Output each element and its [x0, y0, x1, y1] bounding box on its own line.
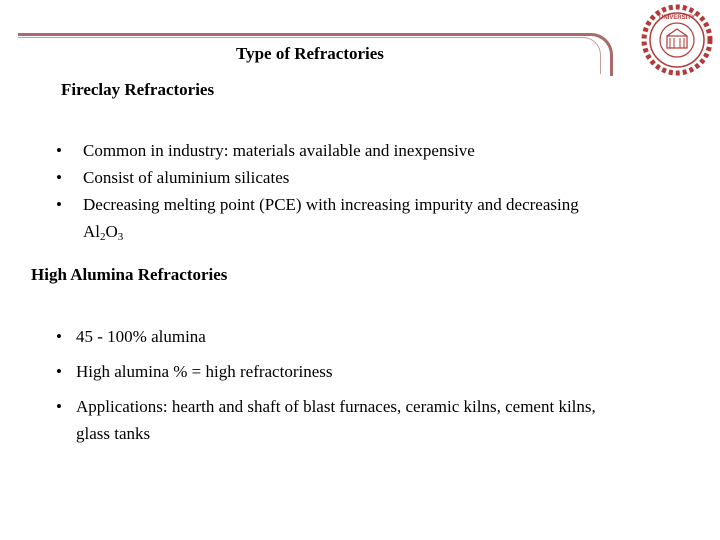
bullet-glyph: •	[56, 168, 62, 187]
list-item-text: Consist of aluminium silicates	[83, 168, 290, 187]
formula-subscript: 3	[117, 231, 124, 243]
list-item	[56, 164, 616, 191]
bullet-glyph: •	[56, 327, 62, 346]
high-alumina-heading: High Alumina Refractories	[31, 265, 228, 284]
list-item	[56, 137, 616, 164]
list-item	[56, 393, 616, 447]
bullet-glyph: •	[56, 195, 62, 214]
list-item-text: Decreasing melting point (PCE) with increasing impurity and decreasing Al	[83, 195, 579, 241]
bullet-glyph: •	[56, 362, 62, 381]
list-item	[56, 358, 616, 385]
slide-title: Type of Refractories	[236, 44, 384, 63]
fireclay-heading: Fireclay Refractories	[61, 80, 215, 99]
formula-subscript: 2	[100, 231, 106, 243]
list-item-text: High alumina % = high refractoriness	[76, 362, 333, 381]
list-item-text: Applications: hearth and shaft of blast furnaces, ceramic kilns, cement kilns, glass tanks	[76, 397, 596, 443]
formula-oxygen: O	[105, 222, 118, 241]
list-item	[56, 323, 616, 350]
bullet-glyph: •	[56, 397, 62, 416]
list-item-text: 45 - 100% alumina	[76, 327, 206, 346]
list-item-text: Common in industry: materials available and inexpensive	[83, 141, 475, 160]
fireclay-list	[56, 137, 616, 251]
high-alumina-list	[56, 323, 616, 455]
bullet-glyph: •	[56, 141, 62, 160]
university-logo	[640, 3, 714, 77]
list-item	[56, 191, 616, 251]
logo-text: UNIVERSITY	[658, 15, 696, 21]
